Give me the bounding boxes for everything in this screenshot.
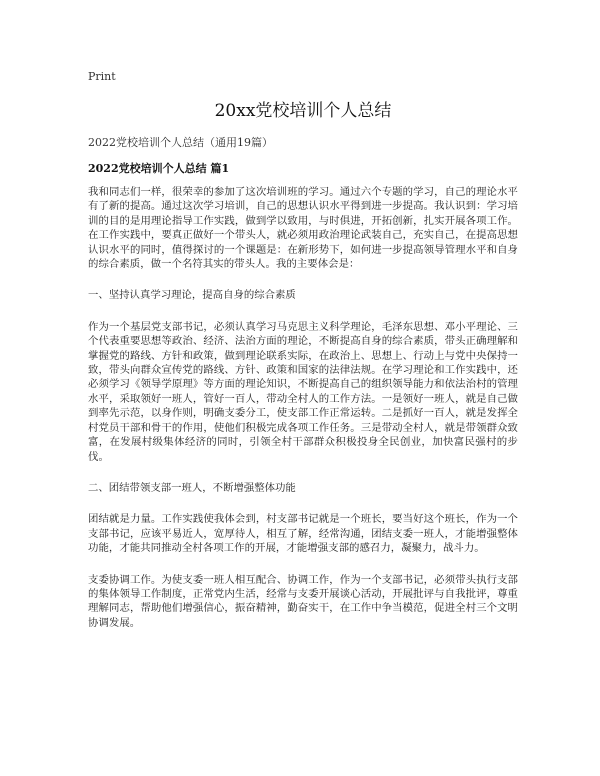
body-text <box>88 185 518 647</box>
paragraph-coordination: 支委协调工作。为使支委一班人相互配合、协调工作，作为一个支部书记，必须带头执行支部的集体领导工作制度，正常党内生活，经常与支委开展谈心活动，开展批评与自我批评，尊重理解同志，帮助他们增强信心，振奋精神，勤奋实干，在工作中争当模范，促进全村三个文明协调发展。 <box>88 573 518 629</box>
subheading-theory-study: 一、坚持认真学习理论，提高自身的综合素质 <box>88 289 296 302</box>
paragraph-theory-study: 作为一个基层党支部书记，必须认真学习马克思主义科学理论，毛泽东思想、邓小平理论、三个代表重要思想等政治、经济、法治方面的理论，不断提高自身的综合素质，带头正确理解和掌握党的路线、方针和政策，做到理论联系实际，在政治上、思想上、行动上与党中央保持一致，带头向群众宣传党的路线、方针、政策和国家的法律法规。在学习理论和工作实践中，还必须学习《领导学原理》等方面的理论知识，不断提高自己的组织领导能力和依法治村的管理水平，采取领好一班人，管好一百人，带动全村人的工作方法。一是领好一班人，就是自己做到率先示范，以身作则，明确支委分工，使支部工作正常运转。二是抓好一百人，就是发挥全村党员干部和骨干的作用，使他们积极完成各项工作任务。三是带动全村人，就是带领群众致富，在发展村级集体经济的同时，引领全村干部群众积极投身全民创业，加快富民强村的步伐。 <box>88 320 518 463</box>
paragraph-intro: 我和同志们一样，很荣幸的参加了这次培训班的学习。通过六个专题的学习，自己的理论水平有了新的提高。通过这次学习培训，自己的思想认识水平得到进一步提高。我认识到：学习培训的目的是用理论指导工作实践，做到学以致用，与时俱进，开拓创新，扎实开展各项工作。在工作实践中，要真正做好一个带头人，就必须用政治理论武装自己，充实自己，在提高思想认识水平的同时，值得探讨的一个课题是：在新形势下，如何进一步提高领导管理水平和自身的综合素质，做一个名符其实的带头人。我的主要体会是： <box>88 186 518 271</box>
paragraph-unity: 团结就是力量。工作实践使我体会到，村支部书记就是一个班长，要当好这个班长，作为一个支部书记，应该平易近人，宽厚待人，相互了解，经常沟通，团结支委一班人，才能增强整体功能，才能共同推动全村各项工作的开展，才能增强支部的感召力，凝聚力，战斗力。 <box>88 513 518 555</box>
document-subtitle: 2022党校培训个人总结（通用19篇） <box>88 136 273 149</box>
section-heading: 2022党校培训个人总结 篇1 <box>88 162 230 175</box>
print-label: Print <box>88 70 116 83</box>
subheading-unity: 二、团结带领支部一班人，不断增强整体功能 <box>88 481 296 494</box>
document-title: 20xx党校培训个人总结 <box>214 101 392 121</box>
